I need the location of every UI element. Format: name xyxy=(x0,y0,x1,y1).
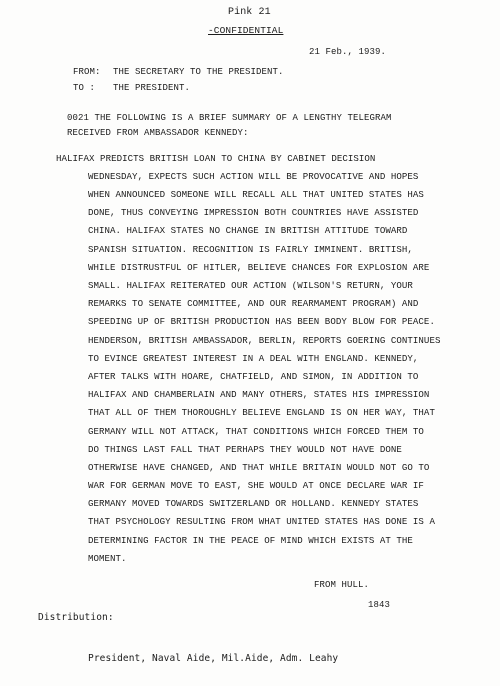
body-line: HALIFAX PREDICTS BRITISH LOAN TO CHINA BY CABINET DECISION xyxy=(56,153,376,164)
body-line: WHEN ANNOUNCED SOMEONE WILL RECALL ALL THAT UNITED STATES HAS xyxy=(88,189,424,200)
body-line: WEDNESDAY, EXPECTS SUCH ACTION WILL BE PROVOCATIVE AND HOPES xyxy=(88,171,419,182)
body-line: SMALL. HALIFAX REITERATED OUR ACTION (WILSON'S RETURN, YOUR xyxy=(88,280,413,291)
distribution-label: Distribution: xyxy=(38,612,114,623)
to-value: THE PRESIDENT. xyxy=(113,83,191,93)
intro-line: 0021 THE FOLLOWING IS A BRIEF SUMMARY OF A LENGTHY TELEGRAM xyxy=(67,113,392,123)
to-label: TO : xyxy=(73,83,96,93)
body-line: CHINA. HALIFAX STATES NO CHANGE IN BRITISH ATTITUDE TOWARD xyxy=(88,225,408,236)
body-line: GERMANY WILL NOT ATTACK, THAT CONDITIONS WHICH FORCED THEM TO xyxy=(88,426,424,437)
intro-line: RECEIVED FROM AMBASSADOR KENNEDY: xyxy=(67,128,249,138)
page-mark: Pink 21 xyxy=(228,7,271,18)
from-value: THE SECRETARY TO THE PRESIDENT. xyxy=(113,67,284,77)
classification-stamp: -CONFIDENTIAL xyxy=(208,25,284,36)
from-label: FROM: xyxy=(73,67,101,77)
distribution-recipients: President, Naval Aide, Mil.Aide, Adm. Leahy xyxy=(88,653,339,664)
document-date: 21 Feb., 1939. xyxy=(309,47,387,57)
body-line: DONE, THUS CONVEYING IMPRESSION BOTH COUNTRIES HAVE ASSISTED xyxy=(88,207,419,218)
body-line: OTHERWISE HAVE CHANGED, AND THAT WHILE BRITAIN WOULD NOT GO TO xyxy=(88,462,430,473)
signature: FROM HULL. xyxy=(314,580,370,590)
time-code: 1843 xyxy=(368,600,391,610)
body-line: DO THINGS LAST FALL THAT PERHAPS THEY WOULD NOT HAVE DONE xyxy=(88,444,402,455)
body-line: SPEEDING UP OF BRITISH PRODUCTION HAS BEEN BODY BLOW FOR PEACE. xyxy=(88,316,435,327)
body-line: MOMENT. xyxy=(88,553,127,564)
body-line: HALIFAX AND CHAMBERLAIN AND MANY OTHERS, STATES HIS IMPRESSION xyxy=(88,389,430,400)
body-line: GERMANY MOVED TOWARDS SWITZERLAND OR HOLLAND. KENNEDY STATES xyxy=(88,498,419,509)
body-line: DETERMINING FACTOR IN THE PEACE OF MIND WHICH EXISTS AT THE xyxy=(88,535,413,546)
body-line: SPANISH SITUATION. RECOGNITION IS FAIRLY IMMINENT. BRITISH, xyxy=(88,244,413,255)
body-line: TO EVINCE GREATEST INTEREST IN A DEAL WITH ENGLAND. KENNEDY, xyxy=(88,353,419,364)
body-line: AFTER TALKS WITH HOARE, CHATFIELD, AND SIMON, IN ADDITION TO xyxy=(88,371,419,382)
body-line: WHILE DISTRUSTFUL OF HITLER, BELIEVE CHANCES FOR EXPLOSION ARE xyxy=(88,262,430,273)
body-line: THAT ALL OF THEM THOROUGHLY BELIEVE ENGLAND IS ON HER WAY, THAT xyxy=(88,407,435,418)
body-line: WAR FOR GERMAN MOVE TO EAST, SHE WOULD AT ONCE DECLARE WAR IF xyxy=(88,480,424,491)
body-line: HENDERSON, BRITISH AMBASSADOR, BERLIN, REPORTS GOERING CONTINUES xyxy=(88,335,441,346)
body-line: REMARKS TO SENATE COMMITTEE, AND OUR REARMAMENT PROGRAM) AND xyxy=(88,298,419,309)
body-line: THAT PSYCHOLOGY RESULTING FROM WHAT UNITED STATES HAS DONE IS A xyxy=(88,516,435,527)
